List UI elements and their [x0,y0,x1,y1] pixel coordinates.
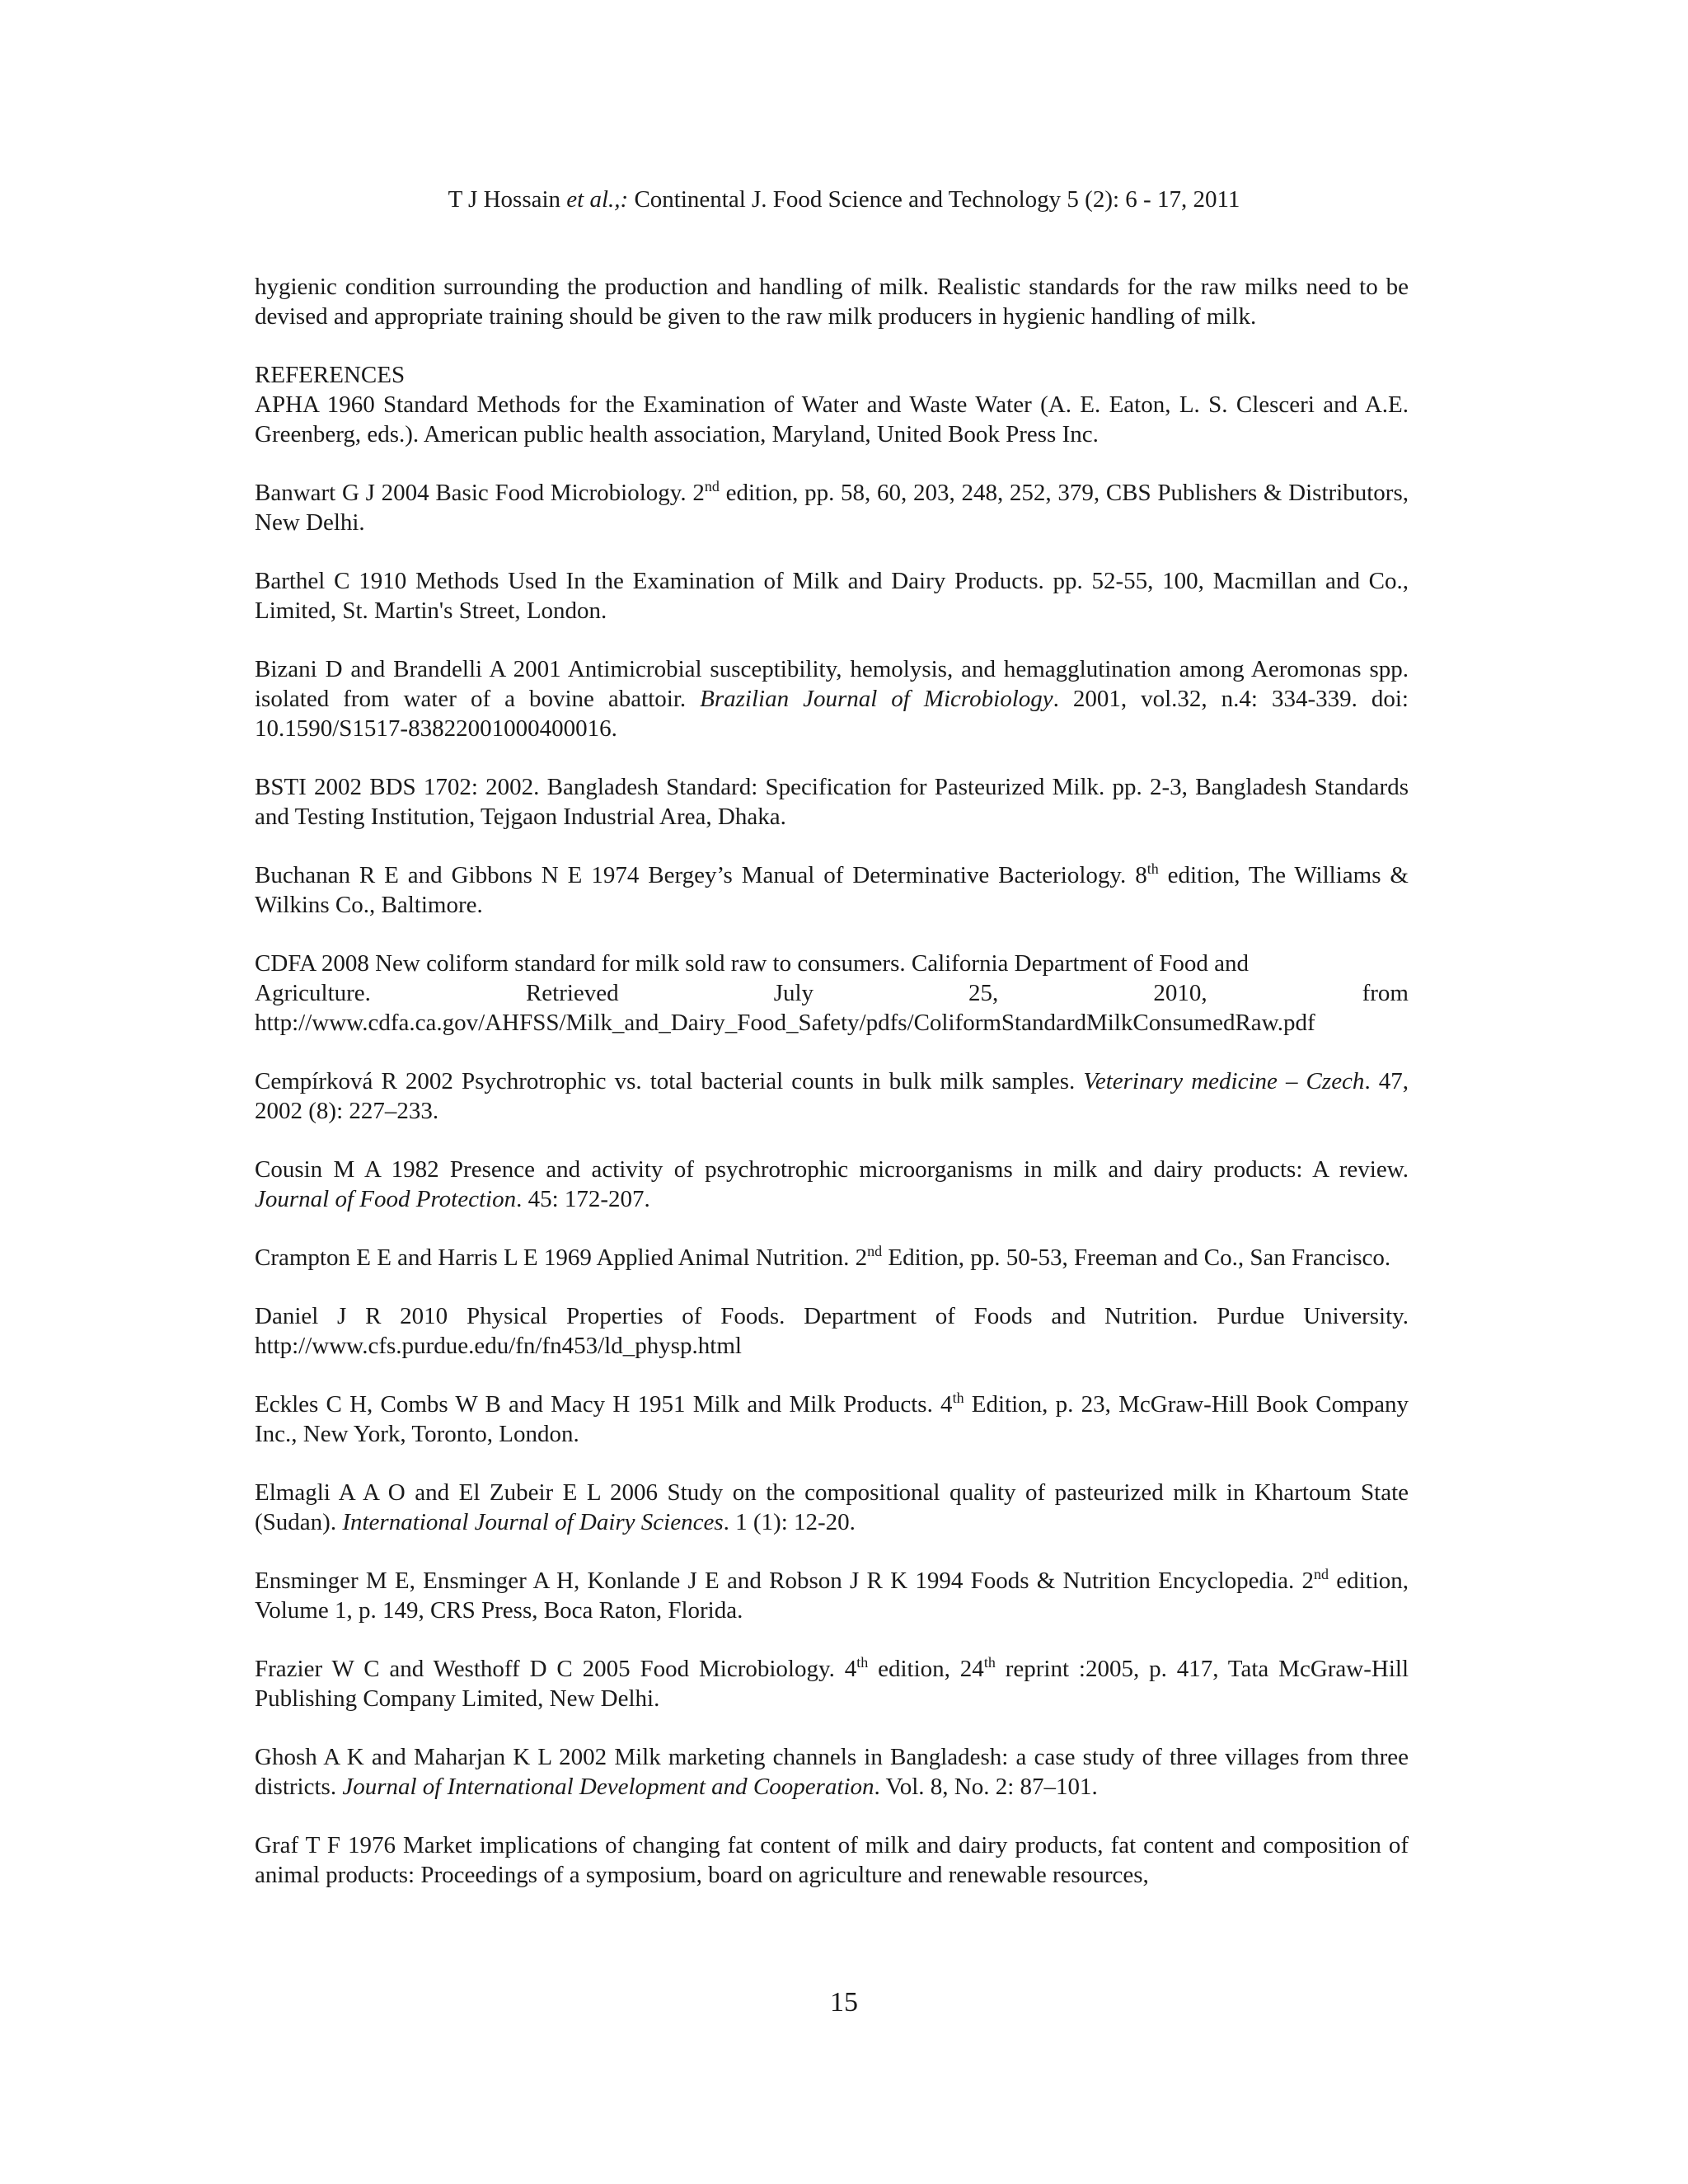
header-authors: T J Hossain [448,186,561,213]
ref-text: Edition, p. 23, McGraw-Hill Book Company Inc., New York, Toronto, London. [255,1391,1409,1447]
journal-title: International Journal of Dairy Sciences [342,1509,724,1535]
ref-text: edition, The Williams & Wilkins Co., Baltimore. [255,862,1409,918]
ref-text: . 2001, vol.32, n.4: 334-339. doi: 10.1590/S1517-83822001000400016. [255,686,1409,742]
reference-cempirkova [255,1066,1409,1126]
references-heading: REFERENCES [255,362,406,388]
ref-text: Elmagli A A O and El Zubeir E L 2006 Study on the compositional quality of pasteurized milk in Khartoum State (Sudan). [255,1479,1409,1535]
reference-elmagli [255,1478,1409,1537]
journal-title: Journal of Food Protection [255,1186,517,1212]
reference-cdfa [255,949,1409,1038]
intro-paragraph: hygienic condition surrounding the production and handling of milk. Realistic standards for the raw milks need to be devised and appropriate training should be given to the raw milk producers in hygienic handling of milk. [255,274,1409,330]
superscript: th [983,1654,996,1671]
reference-bizani [255,654,1409,743]
reference-daniel: Daniel J R 2010 Physical Properties of Foods. Department of Foods and Nutrition. Purdue University. http://www.cfs.purdue.edu/fn/fn453/ld_physp.html [255,1303,1409,1359]
ref-text: Edition, pp. 50-53, Freeman and Co., San Francisco. [882,1244,1391,1271]
ref-text: Buchanan R E and Gibbons N E 1974 Bergey’s Manual of Determinative Bacteriology. 8 [255,862,1147,888]
reference-crampton [255,1243,1409,1272]
reference-frazier [255,1654,1409,1713]
ref-text: Cempírková R 2002 Psychrotrophic vs. total bacterial counts in bulk milk samples. [255,1068,1084,1094]
cdfa-word: July [773,980,814,1006]
ref-text: Bizani D and Brandelli A 2001 Antimicrobial susceptibility, hemolysis, and hemagglutination among Aeromonas spp. isolated from water of a bovine abattoir. [255,656,1409,712]
journal-title: Veterinary medicine – Czech [1083,1068,1365,1094]
cdfa-word: 25, [968,980,999,1006]
superscript: th [1146,860,1159,877]
reference-ensminger [255,1566,1409,1625]
superscript: th [952,1390,964,1406]
reference-graf: Graf T F 1976 Market implications of changing fat content of milk and dairy products, fat content and composition of animal products: Proceedings of a symposium, board on agriculture and renewable resources, [255,1832,1409,1888]
reference-buchanan [255,860,1409,920]
ref-text: Eckles C H, Combs W B and Macy H 1951 Milk and Milk Products. 4 [255,1391,953,1418]
cdfa-word: 2010, [1153,980,1207,1006]
ref-text: Crampton E E and Harris L E 1969 Applied Animal Nutrition. 2 [255,1244,868,1271]
ref-text: Frazier W C and Westhoff D C 2005 Food Microbiology. 4 [255,1656,857,1682]
ref-text: . 47, 2002 (8): 227–233. [255,1068,1409,1124]
ref-text: edition, Volume 1, p. 149, CRS Press, Boca Raton, Florida. [255,1568,1409,1624]
ref-text: . 1 (1): 12-20. [723,1509,856,1535]
ref-text: reprint :2005, p. 417, Tata McGraw-Hill Publishing Company Limited, New Delhi. [255,1656,1409,1712]
reference-ghosh [255,1742,1409,1802]
superscript: nd [1313,1566,1329,1582]
page-body [255,272,1409,1919]
cdfa-word: Agriculture. [255,980,371,1006]
header-journal: Continental J. Food Science and Technology 5 (2): 6 - 17, 2011 [634,186,1240,213]
superscript: th [856,1654,869,1671]
ref-text: . Vol. 8, No. 2: 87–101. [874,1774,1098,1800]
ref-text: edition, pp. 58, 60, 203, 248, 252, 379, CBS Publishers & Distributors, New Delhi. [255,480,1409,536]
ref-text: Banwart G J 2004 Basic Food Microbiology. 2 [255,480,705,506]
cdfa-word: from [1362,980,1409,1006]
ref-text: edition, 24 [868,1656,984,1682]
ref-text: Cousin M A 1982 Presence and activity of psychrotrophic microorganisms in milk and dairy products: A review. [255,1156,1409,1183]
journal-title: Journal of International Development and Cooperation [342,1774,874,1800]
cdfa-line2 [255,978,1409,1008]
journal-title: Brazilian Journal of Microbiology [700,686,1053,712]
reference-eckles [255,1390,1409,1449]
header-etal: et al.,: [566,186,629,213]
superscript: nd [867,1243,883,1259]
ref-text: . 45: 172-207. [516,1186,650,1212]
ref-text: Ghosh A K and Maharjan K L 2002 Milk marketing channels in Bangladesh: a case study of three villages from three districts. [255,1744,1409,1800]
reference-apha: APHA 1960 Standard Methods for the Examination of Water and Waste Water (A. E. Eaton, L. S. Clesceri and A.E. Greenberg, eds.). American public health association, Maryland, United Book Press Inc. [255,391,1409,448]
reference-banwart [255,478,1409,537]
cdfa-url: http://www.cdfa.ca.gov/AHFSS/Milk_and_Dairy_Food_Safety/pdfs/ColiformStandardMilkConsumedRaw.pdf [255,1010,1315,1036]
page-number: 15 [830,1987,858,2018]
reference-bsti: BSTI 2002 BDS 1702: 2002. Bangladesh Standard: Specification for Pasteurized Milk. pp. 2-3, Bangladesh Standards and Testing Institution, Tejgaon Industrial Area, Dhaka. [255,774,1409,830]
reference-barthel: Barthel C 1910 Methods Used In the Examination of Milk and Dairy Products. pp. 52-55, 100, Macmillan and Co., Limited, St. Martin's Street, London. [255,568,1409,624]
cdfa-line1: CDFA 2008 New coliform standard for milk sold raw to consumers. California Department of Food and [255,950,1249,977]
cdfa-word: Retrieved [525,980,619,1006]
superscript: nd [704,478,720,494]
running-header [0,183,1688,216]
ref-text: Ensminger M E, Ensminger A H, Konlande J E and Robson J R K 1994 Foods & Nutrition Encyclopedia. 2 [255,1568,1314,1594]
reference-cousin [255,1155,1409,1214]
